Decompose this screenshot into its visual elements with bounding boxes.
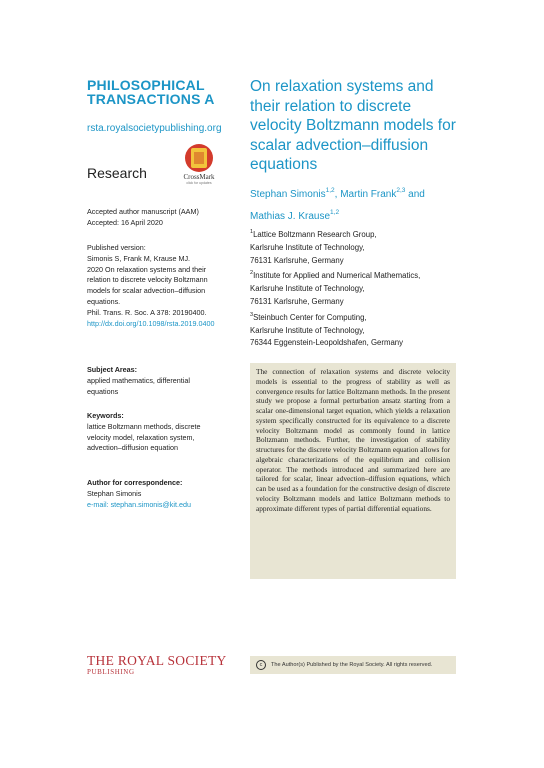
title-line: their relation to discrete bbox=[250, 97, 412, 115]
copyright-notice bbox=[250, 656, 456, 674]
title-line: equations bbox=[250, 156, 318, 173]
correspondence-block bbox=[87, 478, 237, 510]
abstract-box bbox=[250, 363, 456, 579]
correspondence-heading: Author for correspondence: bbox=[87, 478, 183, 487]
journal-reference: Phil. Trans. R. Soc. A 378: 20190400. bbox=[87, 307, 207, 317]
author-affiliation-sup: 2,3 bbox=[396, 187, 406, 194]
publisher-sub: PUBLISHING bbox=[87, 668, 135, 676]
citation-line: 2020 On relaxation systems and their bbox=[87, 264, 207, 274]
keywords-line: advection–diffusion equation bbox=[87, 443, 178, 453]
crossmark-sublabel: click for updates bbox=[186, 181, 212, 185]
keywords-heading: Keywords: bbox=[87, 411, 124, 420]
citation-line: equations. bbox=[87, 296, 121, 306]
affiliations bbox=[250, 226, 465, 350]
accepted-date: Accepted: 16 April 2020 bbox=[87, 217, 163, 227]
affiliation-line: $^3$Steinbuch Center for Computing, bbox=[250, 311, 367, 322]
title-line: velocity Boltzmann models for bbox=[250, 117, 456, 134]
author-name: Mathias J. Krause bbox=[250, 211, 331, 222]
royal-society-logo bbox=[87, 654, 227, 676]
journal-name-line1: PHILOSOPHICAL bbox=[87, 77, 205, 93]
affiliation-line: Karlsruhe Institute of Technology, bbox=[250, 242, 365, 252]
author-name: Stephan Simonis bbox=[250, 189, 326, 200]
citation-line: models for scalar advection–diffusion bbox=[87, 286, 206, 296]
crossmark-label: CrossMark bbox=[183, 173, 215, 181]
correspondence-email-link[interactable]: e-mail: stephan.simonis@kit.edu bbox=[87, 499, 191, 509]
subject-areas-line: applied mathematics, differential bbox=[87, 375, 190, 385]
affiliation-line: 76131 Karlsruhe, Germany bbox=[250, 255, 344, 265]
affiliation-sup: 3 bbox=[250, 311, 254, 318]
published-heading: Published version: bbox=[87, 243, 146, 252]
affiliation-line: Karlsruhe Institute of Technology, bbox=[250, 325, 365, 335]
publisher-name: THE ROYAL SOCIETY bbox=[87, 653, 227, 668]
citation-line: relation to discrete velocity Boltzmann bbox=[87, 275, 208, 285]
keywords-line: lattice Boltzmann methods, discrete bbox=[87, 421, 201, 431]
published-version-block bbox=[87, 243, 237, 329]
author-affiliation-sup: 1,2 bbox=[325, 187, 335, 194]
section-label: Research bbox=[87, 165, 147, 181]
aam-label: Accepted author manuscript (AAM) bbox=[87, 207, 199, 216]
dates-block bbox=[87, 207, 237, 229]
doi-link[interactable]: http://dx.doi.org/10.1098/rsta.2019.0400 bbox=[87, 318, 215, 328]
journal-name bbox=[87, 78, 215, 106]
author-affiliation-sup: 1,2 bbox=[330, 209, 340, 216]
title-line: scalar advection–diffusion bbox=[250, 136, 429, 154]
journal-name-line2: TRANSACTIONS A bbox=[87, 91, 215, 107]
author-name: Martin Frank bbox=[340, 189, 397, 200]
author-and: and bbox=[408, 189, 425, 200]
subject-areas-line: equations bbox=[87, 386, 119, 396]
affiliation-sup: 1 bbox=[250, 229, 254, 235]
copyright-text: The Author(s) Published by the Royal Society. All rights reserved. bbox=[271, 662, 433, 668]
subject-areas-heading: Subject Areas: bbox=[87, 365, 138, 374]
affiliation-line: $^2$Institute for Applied and Numerical Mathematics, bbox=[250, 270, 421, 281]
citation-line: Simonis S, Frank M, Krause MJ. bbox=[87, 253, 191, 263]
crossmark-icon bbox=[185, 144, 213, 172]
affiliation-line: Karlsruhe Institute of Technology, bbox=[250, 284, 365, 294]
paper-title bbox=[250, 77, 465, 175]
copyright-icon: c bbox=[256, 660, 266, 670]
keywords-block bbox=[87, 411, 237, 454]
affiliation-line: $^1$Lattice Boltzmann Research Group, bbox=[250, 229, 377, 239]
title-line: On relaxation systems and bbox=[250, 78, 434, 95]
affiliation-line: 76131 Karlsruhe, Germany bbox=[250, 296, 344, 306]
crossmark-badge[interactable] bbox=[180, 144, 218, 188]
affiliation-line: 76344 Eggenstein-Leopoldshafen, Germany bbox=[250, 338, 404, 348]
affiliation-sup: 2 bbox=[250, 270, 254, 277]
keywords-line: velocity model, relaxation system, bbox=[87, 432, 195, 442]
abstract-text: The connection of relaxation systems and discrete velocity models is essential to the progress of stability as well as convergence results for lattice Boltzmann methods. In the present study we propose a formal perturbation ansatz starting from a scalar one-dimensional target equation, which yields a relaxation system specifically constructed for its equivalence to a discrete velocity Boltzmann model as commonly found in lattice Boltzmann methods. Further, the investigation of stability structures for the discrete velocity Boltzmann equation allows for algebraic characterizations of the equilibrium and collision operator. The methods introduced and summarized here are tailored for scalar, linear advection–diffusion equations, which can be used as a foundation for the constructive design of discrete velocity Boltzmann models and lattice Boltzmann methods to approximate different types of partial differential equations. bbox=[256, 367, 450, 513]
subject-areas-block bbox=[87, 365, 237, 397]
author-list: Stephan Simonis$^{1,2}$, Martin Frank$^{2,3}$ and Mathias J. Krause$^{1,2}$ bbox=[250, 187, 425, 222]
correspondence-name: Stephan Simonis bbox=[87, 488, 142, 498]
journal-website-link[interactable]: rsta.royalsocietypublishing.org bbox=[87, 123, 222, 134]
